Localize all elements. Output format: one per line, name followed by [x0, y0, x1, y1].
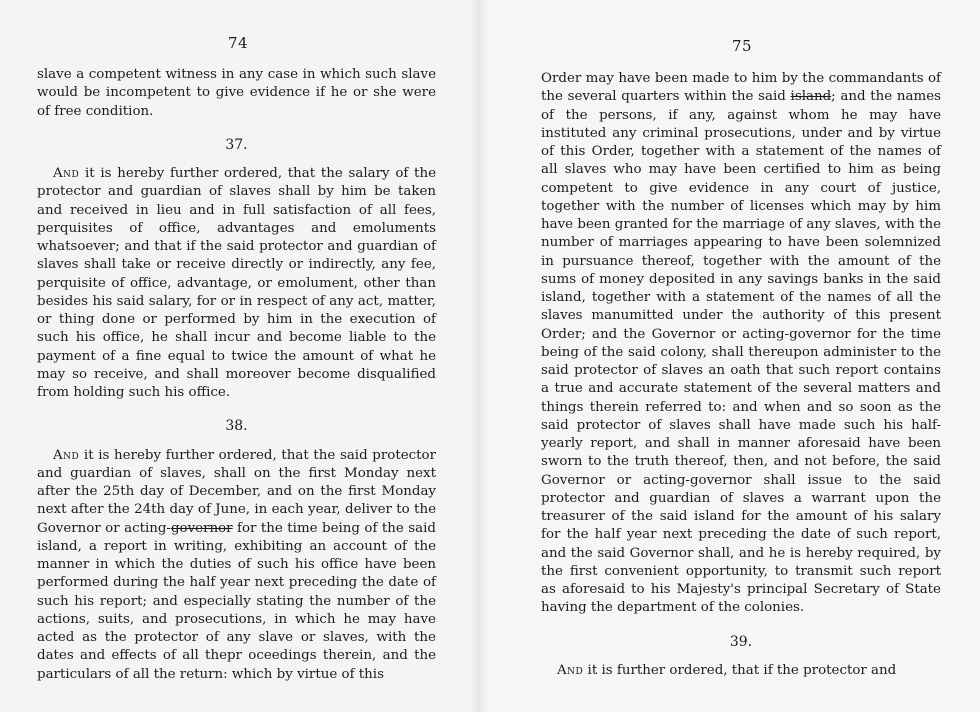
section-39-paragraph [541, 662, 941, 680]
continued-paragraph [541, 70, 941, 618]
section-lead-word: And [557, 662, 584, 678]
section-number: 38. [225, 418, 248, 435]
right-page [478, 0, 980, 712]
section-37-paragraph [37, 165, 436, 402]
struck-word: governor [170, 520, 233, 536]
section-lead-word: And [53, 166, 80, 181]
section-number: 37. [225, 136, 248, 153]
struck-word: island [790, 89, 832, 105]
page-number: 74 [228, 34, 249, 52]
section-39-text: it is further ordered, that if the protector and [587, 662, 897, 678]
continued-text-start: Order may have been made to him by the commandants of the several quarters within the said [541, 71, 941, 105]
section-37-text: it is hereby further ordered, that the salary of the protector and guardian of slaves shall by him be taken and received in lieu and in full satisfaction of all fees, perquisites of office, advantages and emoluments whatsoever; and that if the said protector and guardian of slaves shall take or receive directly or indirectly, any fee, perquisite of office, advantage, or emolument, other than besides his said salary, for or in respect of any act, matter, or thing done or performed by him in the execution of such his office, he shall incur and become liable to the payment of a fine equal to twice the amount of what he may so receive, and shall moreover become disqualified from holding such his office. [37, 166, 436, 400]
section-38-paragraph [37, 447, 436, 684]
book-gutter [470, 0, 488, 712]
section-38-text-start: it is hereby further ordered, that the said protector and guardian of slaves, shall on the first Monday next after the 25th day of December, and on the first Monday next after the 24th day of June, in each year, deliver to the Governor or acting- [37, 447, 436, 536]
left-page-text [37, 66, 436, 684]
section-lead-word: And [53, 447, 80, 463]
carry-over-paragraph: slave a competent witness in any case in which such slave would be incompetent to give evidence if he or she were of free condition. [37, 67, 436, 119]
right-page-text [541, 70, 941, 680]
section-number: 39. [729, 633, 753, 650]
section-38-text-end: for the time being of the said island, a report in writing, exhibiting an account of the manner in which the duties of such his office have been performed during the half year next preceding the date of such his report; and especially stating the number of the actions, suits, and prosecutions, in which he may have acted as the protector of any slave or slaves, with the dates and effects of all thepr oceedings therein, and the particulars of all the return: which by virtue of this [37, 520, 436, 682]
continued-text-end: ; and the names of the persons, if any, against whom he may have instituted any criminal prosecutions, under and by virtue of this Order, together with a statement of the names of all slaves who may have been certified to him as being competent to give evidence in any court of justice, together with the number of licenses which may by him have been granted for the marriage of any slaves, with the number of marriages appearing to have been solemnized in pursuance thereof, together with the amount of the sums of money deposited in any savings banks in the said island, together with a statement of the names of all the slaves manumitted under the authority of this present Order; and the Governor or acting-governor for the time being of the said colony, shall thereupon administer to the said protector of slaves an oath that such report contains a true and accurate statement of the several matters and things therein referred to: and when and so soon as the said protector of slaves shall have made such his half-yearly report, and shall in manner aforesaid have been sworn to the truth thereof, then, and not before, the said Governor or acting-governor shall issue to the said protector and guardian of slaves a warrant upon the treasurer of the said island for the amount of his salary for the half year next preceding the date of such report, and the said Governor shall, and he is hereby required, by the first convenient opportunity, to transmit such report as aforesaid to his Majesty's principal Secretary of State having the department of the colonies. [541, 89, 941, 616]
page-number: 75 [732, 37, 753, 55]
left-page [0, 0, 478, 712]
